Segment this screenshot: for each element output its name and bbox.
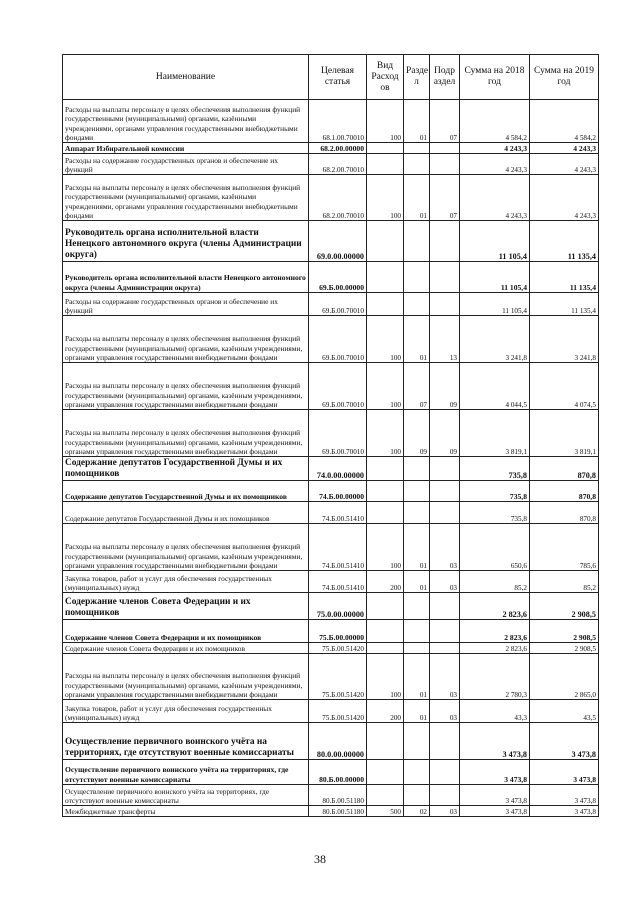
row-target-code: 75.0.00.00000 — [309, 593, 367, 620]
table-row — [63, 620, 599, 643]
row-sum-2018: 3 473,8 — [460, 760, 530, 785]
row-expense-type: 100 — [367, 363, 404, 410]
row-name: Закупка товаров, работ и услуг для обеспечения государственных (муниципальных) нужд — [63, 571, 309, 593]
row-subsection — [430, 785, 460, 806]
row-sum-2018: 4 243,3 — [460, 154, 530, 175]
row-sum-2019: 870,8 — [530, 502, 599, 524]
row-name: Содержание членов Совета Федерации и их помощников — [63, 593, 309, 620]
table-row — [63, 293, 599, 316]
row-subsection: 09 — [430, 410, 460, 457]
row-subsection — [430, 457, 460, 481]
row-sum-2019: 4 243,3 — [530, 154, 599, 175]
row-name: Расходы на выплаты персоналу в целях обеспечения выполнения функций государственными (муниципальными) органами, казённым учреждениями, органами управления государственными внебюджетными фондами — [63, 363, 309, 410]
row-sum-2018: 2 823,6 — [460, 643, 530, 654]
row-sum-2018: 2 823,6 — [460, 620, 530, 643]
table-row — [63, 175, 599, 221]
row-expense-type: 100 — [367, 524, 404, 571]
row-expense-type — [367, 293, 404, 316]
table-row — [63, 457, 599, 481]
row-name: Содержание депутатов Государственной Думы и их помощников — [63, 502, 309, 524]
row-subsection — [430, 293, 460, 316]
row-section: 01 — [404, 175, 430, 221]
row-name: Расходы на содержание государственных органов и обеспечение их функций — [63, 154, 309, 175]
row-section — [404, 293, 430, 316]
row-sum-2018: 3 241,8 — [460, 316, 530, 363]
table-row — [63, 363, 599, 410]
row-sum-2019: 4 243,3 — [530, 175, 599, 221]
table-row — [63, 100, 599, 143]
row-expense-type — [367, 785, 404, 806]
row-sum-2018: 3 473,8 — [460, 723, 530, 760]
row-section: 01 — [404, 571, 430, 593]
table-row — [63, 221, 599, 262]
row-expense-type — [367, 593, 404, 620]
row-subsection: 03 — [430, 571, 460, 593]
row-target-code: 75.Б.00.51420 — [309, 654, 367, 700]
row-subsection — [430, 262, 460, 293]
row-sum-2018: 735,8 — [460, 481, 530, 502]
row-sum-2018: 4 044,5 — [460, 363, 530, 410]
row-section — [404, 262, 430, 293]
header-expense-type: Вид Расход ов — [367, 55, 404, 100]
row-sum-2019: 11 135,4 — [530, 262, 599, 293]
row-section — [404, 481, 430, 502]
row-sum-2018: 11 105,4 — [460, 221, 530, 262]
row-expense-type — [367, 502, 404, 524]
table-row — [63, 806, 599, 817]
row-expense-type: 200 — [367, 700, 404, 723]
row-sum-2019: 3 241,8 — [530, 316, 599, 363]
row-target-code: 74.Б.00.51410 — [309, 571, 367, 593]
row-name: Осуществление первичного воинского учёта на территориях, где отсутствуют военные комиссариаты — [63, 785, 309, 806]
row-expense-type — [367, 221, 404, 262]
table-row — [63, 481, 599, 502]
row-target-code: 75.Б.00.51420 — [309, 700, 367, 723]
row-expense-type: 200 — [367, 571, 404, 593]
table-row — [63, 654, 599, 700]
row-target-code: 80.Б.00.51180 — [309, 806, 367, 817]
table-row — [63, 316, 599, 363]
row-expense-type — [367, 481, 404, 502]
row-sum-2019: 43,5 — [530, 700, 599, 723]
row-sum-2018: 3 819,1 — [460, 410, 530, 457]
row-name: Расходы на выплаты персоналу в целях обеспечения выполнения функций государственными (муниципальными) органами, казёнными учреждениями, органами управления государственными внебюджетными фондами — [63, 175, 309, 221]
row-target-code: 75.Б.00.00000 — [309, 620, 367, 643]
row-sum-2018: 2 780,3 — [460, 654, 530, 700]
row-section: 01 — [404, 700, 430, 723]
row-name: Расходы на выплаты персоналу в целях обеспечения выполнения функций государственными (муниципальными) органами, казёнными учреждениями, органами управления государственными внебюджетными фондами — [63, 100, 309, 143]
row-target-code: 68.2.00.70010 — [309, 154, 367, 175]
row-section: 01 — [404, 100, 430, 143]
row-expense-type: 500 — [367, 806, 404, 817]
table-row — [63, 502, 599, 524]
row-target-code: 68.2.00.70010 — [309, 175, 367, 221]
row-sum-2019: 2 908,5 — [530, 643, 599, 654]
row-name: Закупка товаров, работ и услуг для обеспечения государственных (муниципальных) нужд — [63, 700, 309, 723]
row-section — [404, 643, 430, 654]
table-row — [63, 571, 599, 593]
row-sum-2018: 43,3 — [460, 700, 530, 723]
row-section: 07 — [404, 363, 430, 410]
row-name: Содержание депутатов Государственной Думы и их помощников — [63, 481, 309, 502]
table-row — [63, 723, 599, 760]
table-row — [63, 593, 599, 620]
row-name: Осуществление первичного воинского учёта на территориях, где отсутствуют военные комиссариаты — [63, 723, 309, 760]
row-subsection — [430, 502, 460, 524]
row-name: Межбюджетные трансферты — [63, 806, 309, 817]
row-expense-type: 100 — [367, 100, 404, 143]
row-expense-type: 100 — [367, 654, 404, 700]
row-subsection: 03 — [430, 700, 460, 723]
row-sum-2018: 11 105,4 — [460, 293, 530, 316]
header-name: Наименование — [63, 55, 309, 100]
row-subsection — [430, 221, 460, 262]
row-section — [404, 143, 430, 154]
row-sum-2018: 735,8 — [460, 457, 530, 481]
row-target-code: 80.Б.00.00000 — [309, 760, 367, 785]
table-header-row — [63, 55, 599, 100]
row-expense-type — [367, 723, 404, 760]
row-sum-2019: 11 135,4 — [530, 293, 599, 316]
row-section — [404, 593, 430, 620]
row-sum-2019: 3 473,8 — [530, 760, 599, 785]
header-sum-2019: Сумма на 2019 год — [530, 55, 599, 100]
header-section: Разде л — [404, 55, 430, 100]
row-sum-2019: 3 819,1 — [530, 410, 599, 457]
row-subsection: 03 — [430, 806, 460, 817]
header-subsection: Подр аздел — [430, 55, 460, 100]
row-sum-2018: 4 584,2 — [460, 100, 530, 143]
row-subsection: 07 — [430, 175, 460, 221]
row-target-code: 69.Б.00.70010 — [309, 363, 367, 410]
row-subsection — [430, 154, 460, 175]
row-sum-2018: 85,2 — [460, 571, 530, 593]
row-subsection — [430, 643, 460, 654]
row-section — [404, 760, 430, 785]
row-section: 01 — [404, 524, 430, 571]
table-row — [63, 785, 599, 806]
row-name: Расходы на выплаты персоналу в целях обеспечения выполнения функций государственными (муниципальными) органами, казённым учреждениями, органами управления государственными внебюджетными фондами — [63, 410, 309, 457]
row-target-code: 74.Б.00.51410 — [309, 524, 367, 571]
row-expense-type: 100 — [367, 316, 404, 363]
row-subsection: 09 — [430, 363, 460, 410]
row-expense-type: 100 — [367, 410, 404, 457]
row-name: Содержание членов Совета Федерации и их помощников — [63, 643, 309, 654]
row-section — [404, 723, 430, 760]
row-sum-2018: 3 473,8 — [460, 806, 530, 817]
row-subsection — [430, 593, 460, 620]
table-body — [63, 100, 599, 817]
row-target-code: 80.Б.00.51180 — [309, 785, 367, 806]
row-sum-2019: 870,8 — [530, 457, 599, 481]
row-section — [404, 457, 430, 481]
table-row — [63, 143, 599, 154]
row-sum-2018: 3 473,8 — [460, 785, 530, 806]
row-sum-2019: 2 908,5 — [530, 593, 599, 620]
row-expense-type — [367, 457, 404, 481]
row-expense-type — [367, 760, 404, 785]
row-target-code: 69.Б.00.70010 — [309, 293, 367, 316]
row-sum-2018: 4 243,3 — [460, 143, 530, 154]
row-sum-2018: 735,8 — [460, 502, 530, 524]
row-target-code: 69.0.00.00000 — [309, 221, 367, 262]
row-name: Содержание членов Совета Федерации и их помощников — [63, 620, 309, 643]
row-target-code: 74.0.00.00000 — [309, 457, 367, 481]
row-target-code: 75.Б.00.51420 — [309, 643, 367, 654]
row-expense-type — [367, 262, 404, 293]
row-subsection: 03 — [430, 654, 460, 700]
row-section — [404, 620, 430, 643]
row-target-code: 68.2.00.00000 — [309, 143, 367, 154]
row-section — [404, 785, 430, 806]
row-target-code: 74.Б.00.00000 — [309, 481, 367, 502]
row-subsection — [430, 481, 460, 502]
row-sum-2018: 4 243,3 — [460, 175, 530, 221]
table-row — [63, 262, 599, 293]
row-section — [404, 221, 430, 262]
header-target-article: Целевая статья — [309, 55, 367, 100]
page-number: 38 — [314, 852, 326, 866]
row-name: Руководитель органа исполнительной власти Ненецкого автономного округа (члены Администрации округа) — [63, 221, 309, 262]
budget-table — [62, 54, 599, 817]
row-target-code: 69.Б.00.70010 — [309, 316, 367, 363]
row-sum-2019: 2 865,0 — [530, 654, 599, 700]
row-name: Расходы на выплаты персоналу в целях обеспечения выполнения функций государственными (муниципальными) органами, казённым учреждениями, органами управления государственными внебюджетными фондами — [63, 316, 309, 363]
row-subsection — [430, 760, 460, 785]
row-expense-type: 100 — [367, 175, 404, 221]
row-name: Осуществление первичного воинского учёта на территориях, где отсутствуют военные комиссариаты — [63, 760, 309, 785]
row-section: 02 — [404, 806, 430, 817]
row-subsection — [430, 143, 460, 154]
table-row — [63, 643, 599, 654]
row-name: Содержание депутатов Государственной Думы и их помощников — [63, 457, 309, 481]
row-sum-2019: 2 908,5 — [530, 620, 599, 643]
row-sum-2019: 4 584,2 — [530, 100, 599, 143]
row-subsection: 07 — [430, 100, 460, 143]
row-section — [404, 154, 430, 175]
row-subsection: 03 — [430, 524, 460, 571]
table-row — [63, 154, 599, 175]
row-target-code: 74.Б.00.51410 — [309, 502, 367, 524]
row-name: Расходы на содержание государственных органов и обеспечение их функций — [63, 293, 309, 316]
row-expense-type — [367, 143, 404, 154]
row-subsection — [430, 620, 460, 643]
row-sum-2019: 3 473,8 — [530, 785, 599, 806]
row-sum-2019: 3 473,8 — [530, 806, 599, 817]
row-sum-2018: 650,6 — [460, 524, 530, 571]
row-sum-2019: 4 243,3 — [530, 143, 599, 154]
table-row — [63, 700, 599, 723]
header-sum-2018: Сумма на 2018 год — [460, 55, 530, 100]
row-section: 01 — [404, 654, 430, 700]
row-expense-type — [367, 620, 404, 643]
row-name: Руководитель органа исполнительной власти Ненецкого автономного округа (члены Администрации округа) — [63, 262, 309, 293]
row-section: 01 — [404, 316, 430, 363]
table-row — [63, 760, 599, 785]
table-row — [63, 410, 599, 457]
row-sum-2019: 870,8 — [530, 481, 599, 502]
row-section: 09 — [404, 410, 430, 457]
row-subsection: 13 — [430, 316, 460, 363]
row-sum-2019: 785,6 — [530, 524, 599, 571]
row-target-code: 69.Б.00.00000 — [309, 262, 367, 293]
row-name: Расходы на выплаты персоналу в целях обеспечения выполнения функций государственными (муниципальными) органами, казённым учреждениями, органами управления государственными внебюджетными фондами — [63, 524, 309, 571]
row-sum-2018: 2 823,6 — [460, 593, 530, 620]
row-sum-2019: 4 074,5 — [530, 363, 599, 410]
row-subsection — [430, 723, 460, 760]
row-target-code: 80.0.00.00000 — [309, 723, 367, 760]
row-name: Расходы на выплаты персоналу в целях обеспечения выполнения функций государственными (муниципальными) органами, казённым учреждениями, органами управления государственными внебюджетными фондами — [63, 654, 309, 700]
row-sum-2019: 11 135,4 — [530, 221, 599, 262]
row-sum-2019: 3 473,8 — [530, 723, 599, 760]
row-expense-type — [367, 154, 404, 175]
row-name: Аппарат Избирательной комиссии — [63, 143, 309, 154]
row-expense-type — [367, 643, 404, 654]
row-target-code: 69.Б.00.70010 — [309, 410, 367, 457]
row-sum-2019: 85,2 — [530, 571, 599, 593]
row-section — [404, 502, 430, 524]
row-target-code: 68.1.00.70010 — [309, 100, 367, 143]
table-row — [63, 524, 599, 571]
row-sum-2018: 11 105,4 — [460, 262, 530, 293]
